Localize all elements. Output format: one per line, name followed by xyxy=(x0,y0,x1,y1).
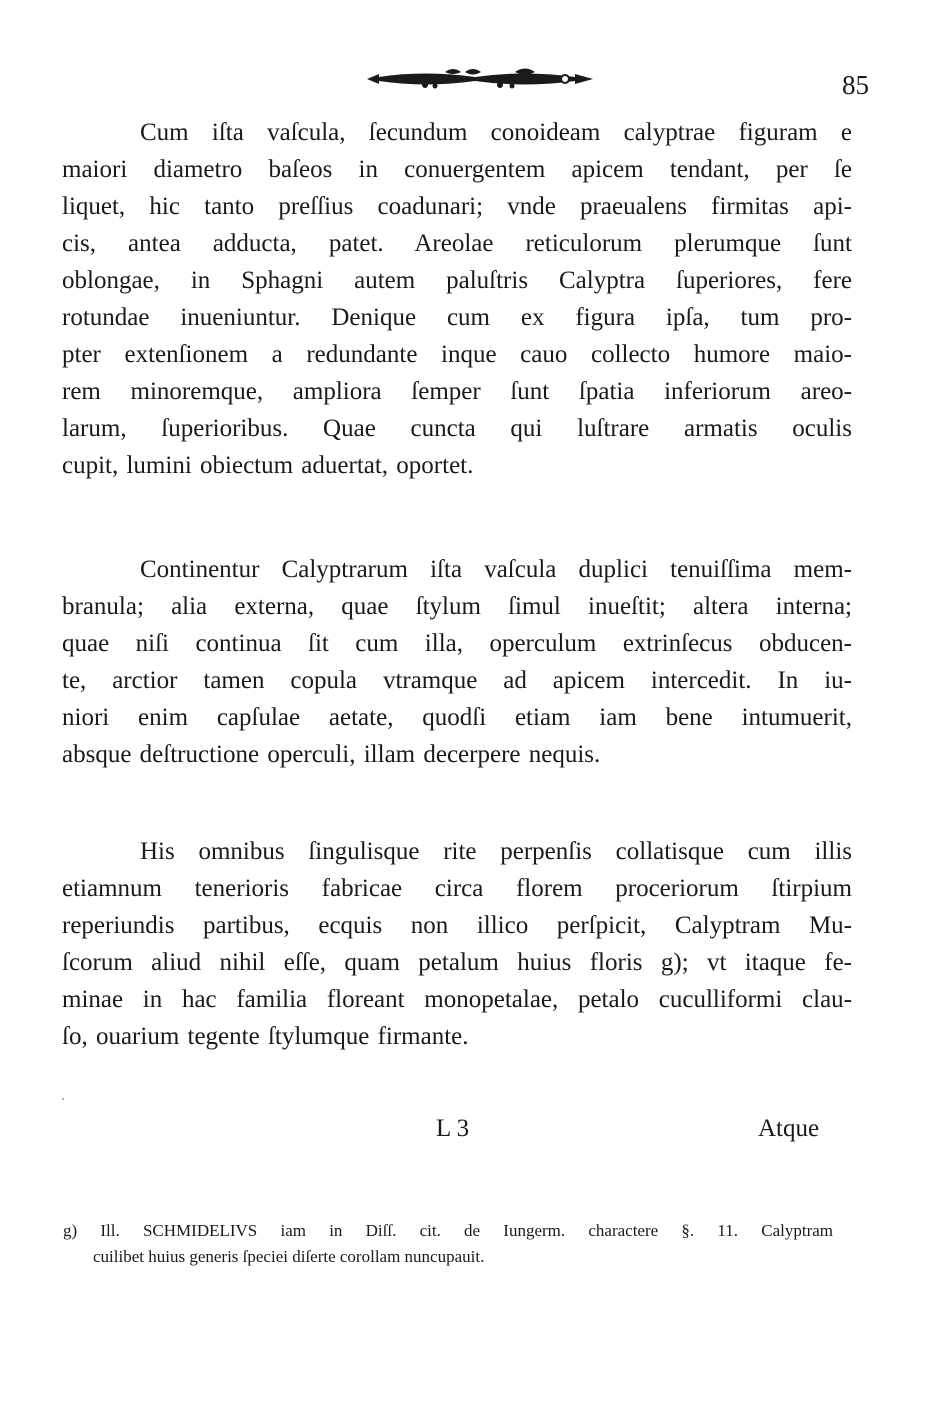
text-line: Continentur Calyptrarum iſta vaſcula duplici tenuiſſima mem- xyxy=(140,556,852,583)
footnote-line: g) Ill. SCHMIDELIVS iam in Diſſ. cit. de Iungerm. charactere §. 11. Calyptram xyxy=(63,1221,833,1240)
paragraph-2 xyxy=(62,551,852,773)
text-line: His omnibus ſingulisque rite perpenſis collatisque cum illis xyxy=(140,838,852,865)
text-line: maiori diametro baſeos in conuergentem apicem tendant, per ſe xyxy=(62,156,852,183)
text-line: absque deſtructione operculi, illam decerpere nequis. xyxy=(62,741,601,768)
paragraph-3 xyxy=(62,833,852,1055)
text-line: te, arctior tamen copula vtramque ad apicem intercedit. In iu- xyxy=(62,667,852,694)
text-line: niori enim capſulae aetate, quodſi etiam iam bene intumuerit, xyxy=(62,704,852,731)
text-line: branula; alia externa, quae ſtylum ſimul inueſtit; altera interna; xyxy=(62,593,852,620)
text-line: etiamnum tenerioris fabricae circa florem proceriorum ſtirpium xyxy=(62,875,852,902)
text-line: rotundae inueniuntur. Denique cum ex figura ipſa, tum pro- xyxy=(62,304,852,331)
text-line: ſcorum aliud nihil eſſe, quam petalum huius floris g); vt itaque fe- xyxy=(62,949,852,976)
text-line: cupit, lumini obiectum aduertat, oportet. xyxy=(62,452,474,479)
signature-mark: L 3 xyxy=(436,1115,470,1142)
print-speck xyxy=(62,1098,64,1100)
ornament-headpiece-icon xyxy=(365,66,595,92)
text-line: pter extenſionem a redundante inque cauo collecto humore maio- xyxy=(62,341,852,368)
page-number: 85 xyxy=(842,70,869,100)
catchword: Atque xyxy=(758,1115,820,1142)
text-line: larum, ſuperioribus. Quae cuncta qui luſtrare armatis oculis xyxy=(62,415,852,442)
paragraph-1 xyxy=(62,114,852,484)
text-line: reperiundis partibus, ecquis non illico perſpicit, Calyptram Mu- xyxy=(62,912,852,939)
text-line: quae niſi continua ſit cum illa, operculum extrinſecus obducen- xyxy=(62,630,852,657)
text-line: minae in hac familia floreant monopetalae, petalo cuculliformi clau- xyxy=(62,986,852,1013)
text-line: liquet, hic tanto preſſius coadunari; vnde praeualens firmitas api- xyxy=(62,193,852,220)
footnote-line: cuilibet huius generis ſpeciei diſerte corollam nuncupauit. xyxy=(93,1247,485,1266)
footnote xyxy=(63,1218,833,1270)
text-line: Cum iſta vaſcula, ſecundum conoideam calyptrae figuram e xyxy=(140,119,852,146)
text-line: oblongae, in Sphagni autem paluſtris Calyptra ſuperiores, fere xyxy=(62,267,852,294)
text-line: ſo, ouarium tegente ſtylumque firmante. xyxy=(62,1023,469,1050)
text-line: rem minoremque, ampliora ſemper ſunt ſpatia inferiorum areo- xyxy=(62,378,852,405)
text-line: cis, antea adducta, patet. Areolae reticulorum plerumque ſunt xyxy=(62,230,852,257)
